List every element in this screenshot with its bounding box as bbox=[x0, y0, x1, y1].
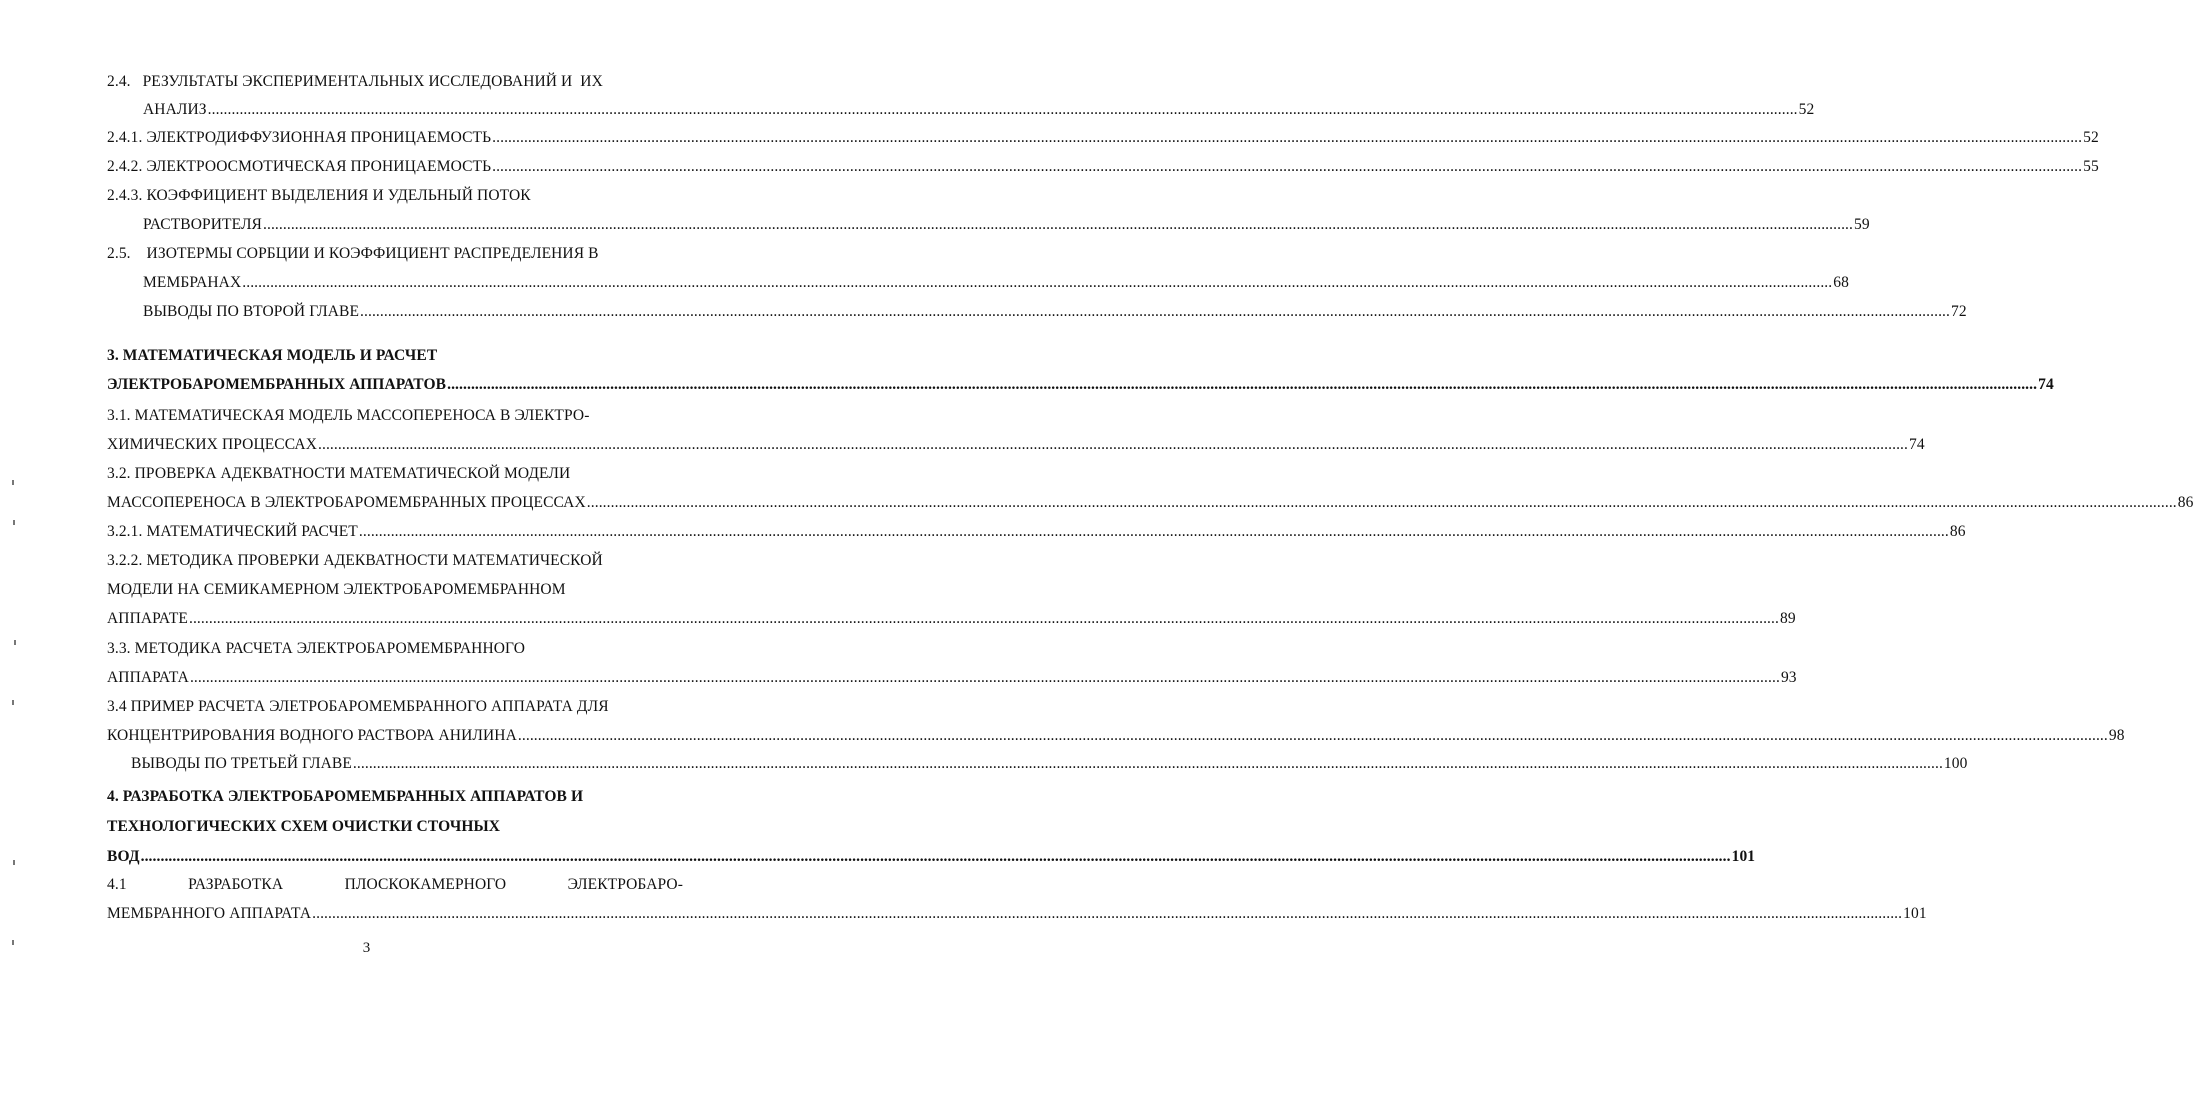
dot-leader: ................................................................................................................................................................................................................................................................................................................................................................................................................ bbox=[352, 755, 1943, 772]
toc-entry-title: АППАРАТЕ bbox=[107, 610, 188, 627]
toc-entry-title: МОДЕЛИ НА СЕМИКАМЕРНОМ ЭЛЕКТРОБАРОМЕМБРАННОМ bbox=[107, 581, 566, 598]
toc-line bbox=[107, 184, 683, 208]
toc-line bbox=[107, 578, 683, 602]
toc-line bbox=[107, 433, 1925, 457]
scan-speck bbox=[12, 700, 14, 705]
dot-leader: ................................................................................................................................................................................................................................................................................................................................................................................................................ bbox=[586, 494, 2177, 511]
toc-line bbox=[107, 404, 683, 428]
toc-entry-title: АНАЛИЗ bbox=[143, 101, 207, 118]
toc-line bbox=[107, 520, 1966, 544]
scan-speck bbox=[13, 860, 15, 865]
toc-line bbox=[107, 344, 683, 368]
scan-speck bbox=[13, 520, 15, 525]
toc-entry-title: 2.4.1. ЭЛЕКТРОДИФФУЗИОННАЯ ПРОНИЦАЕМОСТЬ bbox=[107, 129, 492, 146]
toc-page-number: 52 bbox=[2083, 129, 2099, 146]
toc-page-number: 86 bbox=[2177, 494, 2193, 511]
toc-entry-title: 2.4. РЕЗУЛЬТАТЫ ЭКСПЕРИМЕНТАЛЬНЫХ ИССЛЕДОВАНИЙ И ИХ bbox=[107, 73, 603, 90]
toc-entry-title: ВОД bbox=[107, 848, 140, 865]
dot-leader: ................................................................................................................................................................................................................................................................................................................................................................................................................ bbox=[140, 848, 1731, 865]
toc-entry-title: 3.3. МЕТОДИКА РАСЧЕТА ЭЛЕКТРОБАРОМЕМБРАННОГО bbox=[107, 640, 526, 657]
toc-page-number: 89 bbox=[1779, 610, 1796, 627]
dot-leader: ................................................................................................................................................................................................................................................................................................................................................................................................................ bbox=[312, 905, 1903, 922]
toc-entry-title: 3.2.2. МЕТОДИКА ПРОВЕРКИ АДЕКВАТНОСТИ МАТЕМАТИЧЕСКОЙ bbox=[107, 552, 603, 569]
toc-line bbox=[143, 300, 1967, 324]
toc-page-number: 101 bbox=[1731, 848, 1756, 865]
toc-page-number: 68 bbox=[1833, 274, 1849, 291]
dot-leader: ................................................................................................................................................................................................................................................................................................................................................................................................................ bbox=[188, 610, 1779, 627]
toc-entry-title: КОНЦЕНТРИРОВАНИЯ ВОДНОГО РАСТВОРА АНИЛИНА bbox=[107, 727, 517, 744]
dot-leader: ................................................................................................................................................................................................................................................................................................................................................................................................................ bbox=[447, 376, 2038, 393]
dot-leader: ................................................................................................................................................................................................................................................................................................................................................................................................................ bbox=[358, 523, 1949, 540]
dot-leader: ................................................................................................................................................................................................................................................................................................................................................................................................................ bbox=[263, 216, 1853, 233]
toc-line bbox=[107, 695, 683, 719]
dot-leader: ................................................................................................................................................................................................................................................................................................................................................................................................................ bbox=[517, 727, 2108, 744]
toc-entry-title: 3.2. ПРОВЕРКА АДЕКВАТНОСТИ МАТЕМАТИЧЕСКОЙ МОДЕЛИ bbox=[107, 465, 571, 482]
toc-line bbox=[107, 785, 683, 809]
toc-line bbox=[107, 607, 1796, 631]
toc-line bbox=[107, 491, 2193, 515]
toc-entry-title: РАСТВОРИТЕЛЯ bbox=[143, 216, 262, 233]
toc-word: ЭЛЕКТРОБАРО- bbox=[567, 876, 683, 893]
toc-line bbox=[107, 462, 683, 486]
toc-line bbox=[143, 98, 1815, 122]
toc-page-number: 72 bbox=[1951, 303, 1967, 320]
toc-entry-title: ВЫВОДЫ ПО ВТОРОЙ ГЛАВЕ bbox=[143, 303, 360, 320]
toc-entry-title: ХИМИЧЕСКИХ ПРОЦЕССАХ bbox=[107, 436, 317, 453]
toc-line bbox=[107, 549, 683, 573]
toc-line bbox=[143, 213, 1870, 237]
toc-line bbox=[107, 242, 683, 266]
toc-line bbox=[107, 126, 2099, 150]
toc-line bbox=[107, 373, 2054, 397]
toc-entry-title: 3.2.1. МАТЕМАТИЧЕСКИЙ РАСЧЕТ bbox=[107, 523, 358, 540]
toc-entry-title: 3.4 ПРИМЕР РАСЧЕТА ЭЛЕТРОБАРОМЕМБРАННОГО АППАРАТА ДЛЯ bbox=[107, 698, 609, 715]
toc-page-number: 86 bbox=[1949, 523, 1966, 540]
toc-line bbox=[107, 815, 683, 839]
dot-leader: ................................................................................................................................................................................................................................................................................................................................................................................................................ bbox=[492, 129, 2083, 146]
toc-line bbox=[107, 637, 683, 661]
toc-line bbox=[107, 70, 683, 94]
toc-page-number: 100 bbox=[1943, 755, 1968, 772]
scan-speck bbox=[14, 640, 16, 645]
toc-page-number: 101 bbox=[1903, 905, 1927, 922]
dot-leader: ................................................................................................................................................................................................................................................................................................................................................................................................................ bbox=[492, 158, 2083, 175]
toc-line bbox=[107, 724, 2125, 748]
dot-leader: ................................................................................................................................................................................................................................................................................................................................................................................................................ bbox=[189, 669, 1780, 686]
toc-entry-title: ЭЛЕКТРОБАРОМЕМБРАННЫХ АППАРАТОВ bbox=[107, 376, 447, 393]
toc-line bbox=[131, 752, 1968, 776]
dot-leader: ................................................................................................................................................................................................................................................................................................................................................................................................................ bbox=[318, 436, 1908, 453]
scan-speck bbox=[12, 940, 14, 945]
toc-word: 4.1 bbox=[107, 876, 127, 893]
dot-leader: ................................................................................................................................................................................................................................................................................................................................................................................................................ bbox=[242, 274, 1833, 291]
toc-entry-title: 3. МАТЕМАТИЧЕСКАЯ МОДЕЛЬ И РАСЧЕТ bbox=[107, 347, 438, 364]
toc-line bbox=[107, 155, 2099, 179]
toc-entry-title: ВЫВОДЫ ПО ТРЕТЬЕЙ ГЛАВЕ bbox=[131, 755, 352, 772]
toc-entry-title: МАССОПЕРЕНОСА В ЭЛЕКТРОБАРОМЕМБРАННЫХ ПРОЦЕССАХ bbox=[107, 494, 586, 511]
toc-line bbox=[107, 845, 1756, 869]
toc-line bbox=[107, 666, 1797, 690]
toc-word: ПЛОСКОКАМЕРНОГО bbox=[344, 876, 507, 893]
toc-entry-title: 2.5. ИЗОТЕРМЫ СОРБЦИИ И КОЭФФИЦИЕНТ РАСПРЕДЕЛЕНИЯ В bbox=[107, 245, 599, 262]
dot-leader: ................................................................................................................................................................................................................................................................................................................................................................................................................ bbox=[360, 303, 1951, 320]
page-number: 3 bbox=[362, 940, 371, 956]
toc-page-number: 52 bbox=[1798, 101, 1815, 118]
toc-line bbox=[107, 873, 683, 897]
toc-entry-title: 2.4.3. КОЭФФИЦИЕНТ ВЫДЕЛЕНИЯ И УДЕЛЬНЫЙ ПОТОК bbox=[107, 187, 531, 204]
toc-entry-title: 4. РАЗРАБОТКА ЭЛЕКТРОБАРОМЕМБРАННЫХ АППАРАТОВ И bbox=[107, 788, 584, 805]
toc-entry-title: АППАРАТА bbox=[107, 669, 189, 686]
toc-page-number: 74 bbox=[1909, 436, 1925, 453]
toc-entry-title: 2.4.2. ЭЛЕКТРООСМОТИЧЕСКАЯ ПРОНИЦАЕМОСТЬ bbox=[107, 158, 492, 175]
toc-page-number: 55 bbox=[2083, 158, 2099, 175]
dot-leader: ................................................................................................................................................................................................................................................................................................................................................................................................................ bbox=[207, 101, 1798, 118]
scan-speck bbox=[12, 480, 14, 485]
toc-page-number: 98 bbox=[2108, 727, 2125, 744]
toc-line bbox=[107, 902, 1927, 926]
toc-entry-title: ТЕХНОЛОГИЧЕСКИХ СХЕМ ОЧИСТКИ СТОЧНЫХ bbox=[107, 818, 501, 835]
toc-page-number: 59 bbox=[1854, 216, 1870, 233]
toc-line bbox=[143, 271, 1849, 295]
toc-entry-title: МЕМБРАНАХ bbox=[143, 274, 242, 291]
toc-word: РАЗРАБОТКА bbox=[188, 876, 284, 893]
toc-entry-title: 3.1. МАТЕМАТИЧЕСКАЯ МОДЕЛЬ МАССОПЕРЕНОСА В ЭЛЕКТРО- bbox=[107, 407, 590, 424]
toc-page-number: 74 bbox=[2038, 376, 2054, 393]
toc-entry-title: МЕМБРАННОГО АППАРАТА bbox=[107, 905, 312, 922]
toc-page-number: 93 bbox=[1780, 669, 1797, 686]
